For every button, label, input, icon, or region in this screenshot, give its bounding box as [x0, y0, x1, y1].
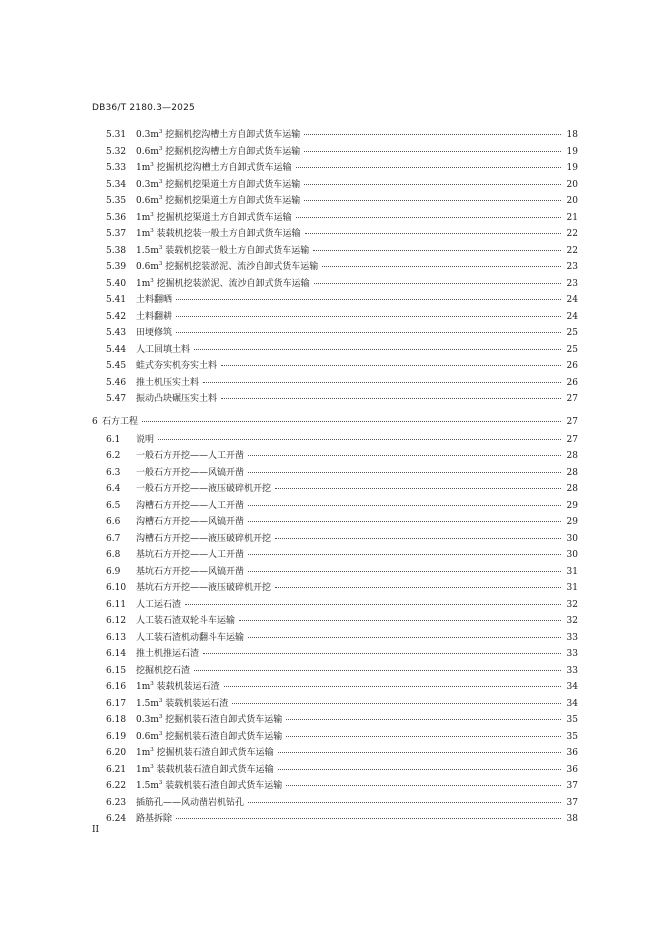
document-code-header: DB36/T 2180.3—2025 [92, 103, 195, 113]
toc-leader-dots [194, 349, 561, 350]
toc-entry-capacity: 1m [136, 682, 151, 692]
toc-entry-title [136, 177, 301, 194]
toc-entry-title [136, 144, 301, 161]
toc-entry-number: 6.13 [106, 632, 127, 643]
toc-page-number: 31 [566, 583, 578, 593]
toc-entry-title [136, 679, 221, 696]
toc-leader-dots [176, 332, 561, 333]
toc-entry-number: 6.22 [106, 781, 127, 791]
toc-entry-number: 6.6 [106, 517, 121, 527]
toc-leader-dots [286, 736, 561, 737]
toc-entry-capacity: 0.6m [136, 731, 159, 742]
toc-entry-title [136, 795, 245, 812]
toc-entry[interactable] [92, 448, 578, 465]
toc-entry-capacity: 1m [136, 229, 151, 239]
toc-chapter-number: 6 [92, 416, 98, 427]
toc-entry[interactable] [92, 325, 578, 342]
toc-page-number: 34 [566, 698, 578, 709]
toc-leader-dots [232, 703, 561, 704]
toc-entry-title [136, 325, 173, 342]
toc-page-number: 36 [566, 748, 578, 758]
toc-entry-number: 5.33 [106, 163, 127, 173]
toc-page-number: 37 [566, 781, 578, 791]
toc-entry-title [136, 498, 245, 515]
toc-entry[interactable] [92, 811, 578, 828]
toc-page-number: 19 [566, 163, 578, 173]
toc-entry-number: 5.44 [106, 344, 127, 355]
toc-entry-number: 5.39 [106, 262, 127, 272]
toc-entry-title [136, 432, 155, 449]
toc-entry[interactable] [92, 564, 578, 581]
toc-entry-superscript: 3 [158, 697, 163, 704]
toc-entry-capacity: 1m [136, 764, 151, 775]
toc-entry-text: 插筋孔——风动凿岩机钻孔 [136, 797, 245, 808]
toc-entry-number: 6.1 [106, 434, 121, 445]
toc-entry[interactable] [92, 597, 578, 614]
toc-entry[interactable] [92, 795, 578, 812]
toc-leader-dots [322, 266, 561, 267]
toc-entry-number: 6.15 [106, 665, 127, 676]
toc-entry-title [136, 663, 191, 680]
toc-entry[interactable] [92, 342, 578, 359]
toc-entry-text: 挖掘机装石渣自卸式货车运输 [162, 715, 283, 725]
toc-entry-capacity: 0.6m [136, 262, 159, 272]
toc-page-number: 25 [566, 328, 578, 338]
toc-entry[interactable] [92, 514, 578, 531]
toc-entry[interactable] [92, 498, 578, 515]
toc-leader-dots [278, 752, 561, 753]
toc-entry[interactable] [92, 210, 578, 227]
toc-page-number: 22 [566, 229, 578, 239]
toc-leader-dots [176, 818, 561, 819]
toc-entry-text: 基坑石方开挖——人工开凿 [136, 550, 245, 560]
toc-entry-title [136, 646, 200, 663]
toc-page-number: 28 [566, 467, 578, 478]
toc-entry-text: 挖掘机挖渠道土方自卸式货车运输 [162, 179, 301, 190]
toc-leader-dots [158, 439, 561, 440]
toc-leader-dots [275, 488, 561, 489]
toc-entry-superscript: 3 [150, 681, 154, 687]
toc-page-number: 20 [566, 179, 578, 190]
toc-entry-superscript: 3 [150, 763, 154, 770]
toc-entry[interactable] [92, 580, 578, 597]
toc-entry-capacity: 0.3m [136, 715, 159, 725]
toc-entry-number: 6.9 [106, 566, 121, 577]
toc-entry[interactable] [92, 630, 578, 647]
toc-page-number: 24 [566, 311, 578, 322]
toc-entry-number: 6.14 [106, 649, 127, 659]
toc-entry-title [136, 292, 173, 309]
toc-entry-number: 6.23 [106, 797, 127, 808]
toc-entry-number: 5.41 [106, 295, 127, 305]
toc-entry[interactable] [92, 160, 578, 177]
toc-entry[interactable] [92, 465, 578, 482]
toc-entry-text: 人工运石渣 [136, 599, 182, 610]
toc-entry[interactable] [92, 259, 578, 276]
toc-entry-number: 6.2 [106, 451, 121, 461]
toc-entry-text: 沟槽石方开挖——液压破碎机开挖 [136, 533, 272, 544]
toc-entry-title [136, 778, 283, 795]
toc-page-number: 33 [566, 632, 578, 643]
toc-entry-superscript: 3 [158, 145, 163, 152]
toc-entry-number: 5.36 [106, 212, 127, 223]
toc-leader-dots [313, 250, 561, 251]
toc-entry-text: 沟槽石方开挖——人工开凿 [136, 500, 245, 511]
toc-page-number: 21 [566, 212, 578, 223]
toc-leader-dots [248, 521, 561, 522]
toc-page-number: 30 [566, 550, 578, 560]
toc-leader-dots [248, 472, 561, 473]
toc-entry-title [136, 762, 275, 779]
toc-entry[interactable] [92, 729, 578, 746]
toc-entry[interactable] [92, 547, 578, 564]
toc-entry-text: 人工装石渣机动翻斗车运输 [136, 632, 245, 643]
toc-entry-title [136, 597, 182, 614]
toc-entry[interactable] [92, 226, 578, 243]
toc-entry-text: 人工回填土料 [136, 344, 191, 355]
toc-entry-title [136, 375, 200, 392]
toc-page-number: 22 [566, 245, 578, 256]
toc-entry-text: 基坑石方开挖——液压破碎机开挖 [136, 583, 272, 593]
toc-entry-number: 5.35 [106, 196, 127, 206]
toc-page-number: 23 [566, 262, 578, 272]
toc-entry-text: 振动凸块碾压实土料 [136, 394, 218, 404]
toc-entry-text: 挖掘机挖沟槽土方自卸式货车运输 [162, 130, 301, 140]
toc-entry-number: 6.3 [106, 467, 121, 478]
toc-entry-title [136, 391, 218, 408]
toc-entry-text: 一般石方开挖——液压破碎机开挖 [136, 484, 272, 494]
toc-entry-text: 挖掘机挖沟槽土方自卸式货车运输 [162, 146, 301, 157]
toc-entry[interactable] [92, 391, 578, 408]
toc-leader-dots [221, 398, 561, 399]
toc-page-number: 38 [566, 814, 578, 824]
toc-entry[interactable] [92, 481, 578, 498]
toc-leader-dots [185, 604, 561, 605]
toc-entry-superscript: 3 [150, 277, 154, 284]
toc-entry-text: 挖掘机挖装淤泥、流沙自卸式货车运输 [153, 278, 310, 289]
toc-entry-number: 6.12 [106, 616, 127, 626]
toc-entry-text: 沟槽石方开挖——风镐开凿 [136, 517, 245, 527]
toc-page-number: 26 [566, 361, 578, 371]
toc-page-number: 26 [566, 377, 578, 388]
toc-entry-superscript: 3 [158, 129, 163, 135]
page-number-footer: II [92, 825, 100, 835]
toc-entry-capacity: 1m [136, 748, 151, 758]
toc-leader-dots [278, 769, 561, 770]
toc-leader-dots [296, 217, 561, 218]
toc-leader-dots [203, 382, 561, 383]
toc-leader-dots [304, 151, 561, 152]
toc-page-number: 27 [566, 394, 578, 404]
toc-entry-superscript: 3 [150, 228, 154, 234]
toc-entry-capacity: 0.3m [136, 179, 159, 190]
toc-entry-text: 人工装石渣双轮斗车运输 [136, 616, 236, 626]
toc-entry[interactable] [92, 177, 578, 194]
toc-entry-superscript: 3 [158, 714, 163, 720]
toc-entry-title [136, 481, 272, 498]
toc-entry-title [136, 712, 283, 729]
toc-page-number: 29 [566, 517, 578, 527]
toc-entry-text: 一般石方开挖——人工开凿 [136, 451, 245, 461]
toc-entry-title [136, 630, 245, 647]
toc-entry-superscript: 3 [158, 244, 163, 251]
toc-entry-text: 装载机装石渣自卸式货车运输 [162, 781, 283, 791]
toc-entry-number: 6.7 [106, 533, 121, 544]
toc-entry-text: 装载机装运石渣 [153, 682, 220, 692]
toc-entry-number: 5.47 [106, 394, 127, 404]
toc-entry-text: 挖掘机挖渠道土方自卸式货车运输 [153, 212, 292, 223]
toc-entry-text: 挖掘机装石渣自卸式货车运输 [153, 748, 274, 758]
toc-entry-text: 装载机装运石渣 [162, 698, 229, 709]
toc-entry-title [136, 210, 293, 227]
toc-entry[interactable] [92, 663, 578, 680]
toc-leader-dots [224, 686, 561, 687]
toc-entry-title [136, 811, 173, 828]
toc-entry-title [136, 358, 218, 375]
toc-page-number: 20 [566, 196, 578, 206]
toc-entry-superscript: 3 [150, 211, 154, 218]
toc-entry-number: 6.4 [106, 484, 121, 494]
toc-leader-dots [304, 134, 561, 135]
toc-page-number: 27 [566, 416, 578, 427]
toc-page-number: 33 [566, 649, 578, 659]
toc-leader-dots [239, 620, 561, 621]
toc-page-number: 25 [566, 344, 578, 355]
toc-entry-number: 5.46 [106, 377, 127, 388]
toc-leader-dots [304, 200, 561, 201]
toc-entry-text: 说明 [136, 434, 155, 445]
toc-entry-number: 6.18 [106, 715, 127, 725]
toc-entry-title [136, 696, 229, 713]
toc-entry[interactable] [92, 292, 578, 309]
toc-entry-title [136, 160, 293, 177]
toc-page-number: 34 [566, 682, 578, 692]
toc-entry-number: 5.43 [106, 328, 127, 338]
toc-entry-number: 6.19 [106, 731, 127, 742]
toc-entry-number: 6.20 [106, 748, 127, 758]
toc-entry-title [136, 342, 191, 359]
toc-entry[interactable] [92, 193, 578, 210]
toc-page-number: 32 [566, 616, 578, 626]
toc-entry-number: 5.31 [106, 130, 127, 140]
toc-leader-dots [248, 637, 561, 638]
toc-entry-text: 挖掘机挖渠道土方自卸式货车运输 [162, 196, 301, 206]
toc-entry-superscript: 3 [158, 730, 163, 737]
toc-leader-dots [275, 587, 561, 588]
toc-leader-dots [142, 421, 561, 422]
toc-entry-number: 6.21 [106, 764, 127, 775]
toc-entry-title [136, 547, 245, 564]
toc-entry-number: 5.42 [106, 311, 127, 322]
toc-entry-number: 5.45 [106, 361, 127, 371]
toc-entry-number: 6.5 [106, 500, 121, 511]
toc-entry[interactable] [92, 243, 578, 260]
toc-entry[interactable] [92, 144, 578, 161]
toc-entry-capacity: 1.5m [136, 698, 159, 709]
toc-entry[interactable] [92, 309, 578, 326]
toc-entry-number: 5.32 [106, 146, 127, 157]
toc-entry-title [136, 448, 245, 465]
toc-entry-number: 5.40 [106, 278, 127, 289]
toc-page-number: 23 [566, 278, 578, 289]
toc-entry-text: 土料翻耕 [136, 311, 173, 322]
toc-entry-capacity: 0.6m [136, 146, 159, 157]
toc-leader-dots [203, 653, 561, 654]
toc-section-5-entries [92, 127, 578, 408]
toc-leader-dots [314, 283, 561, 284]
toc-entry-superscript: 3 [150, 747, 154, 753]
toc-entry-title [136, 226, 302, 243]
toc-entry-capacity: 1.5m [136, 245, 159, 256]
toc-leader-dots [248, 505, 561, 506]
toc-entry[interactable] [92, 762, 578, 779]
table-of-contents [92, 127, 578, 828]
toc-entry[interactable] [92, 432, 578, 449]
toc-entry-text: 推土机压实土料 [136, 377, 200, 388]
toc-page-number: 35 [566, 715, 578, 725]
toc-entry-text: 推土机推运石渣 [136, 649, 200, 659]
toc-entry[interactable] [92, 712, 578, 729]
toc-leader-dots [304, 184, 561, 185]
toc-page-number: 30 [566, 533, 578, 544]
toc-entry-title [136, 531, 272, 548]
toc-page-number: 18 [566, 130, 578, 140]
toc-entry-text: 挖掘机挖装淤泥、流沙自卸式货车运输 [162, 262, 319, 272]
toc-entry-text: 蛙式夯实机夯实土料 [136, 361, 218, 371]
toc-entry-superscript: 3 [158, 261, 163, 267]
toc-entry-title [136, 514, 245, 531]
toc-entry-title [136, 729, 283, 746]
toc-entry-text: 田埂修筑 [136, 328, 173, 338]
toc-entry-number: 6.24 [106, 814, 127, 824]
toc-leader-dots [176, 299, 561, 300]
toc-entry[interactable] [92, 613, 578, 630]
toc-entry-capacity: 1m [136, 163, 151, 173]
toc-page-number: 31 [566, 566, 578, 577]
toc-entry-number: 6.16 [106, 682, 127, 692]
toc-leader-dots [248, 571, 561, 572]
toc-entry-capacity: 1m [136, 212, 151, 223]
toc-entry-number: 5.38 [106, 245, 127, 256]
toc-entry-text: 装载机挖装一般土方自卸式货车运输 [162, 245, 310, 256]
toc-entry[interactable] [92, 696, 578, 713]
toc-page-number: 28 [566, 484, 578, 494]
toc-entry-title [136, 564, 245, 581]
toc-entry-title [136, 465, 245, 482]
toc-page-number: 32 [566, 599, 578, 610]
toc-entry-superscript: 3 [158, 178, 163, 185]
toc-entry-superscript: 3 [158, 195, 163, 201]
toc-entry[interactable] [92, 745, 578, 762]
toc-page-number: 19 [566, 146, 578, 157]
toc-leader-dots [286, 785, 561, 786]
toc-entry[interactable] [92, 127, 578, 144]
toc-entry-number: 5.34 [106, 179, 127, 190]
toc-entry-title [136, 309, 173, 326]
toc-leader-dots [176, 316, 561, 317]
toc-entry[interactable] [92, 358, 578, 375]
toc-leader-dots [194, 670, 561, 671]
toc-entry[interactable] [92, 646, 578, 663]
toc-entry-text: 土料翻晒 [136, 295, 173, 305]
toc-entry-title [136, 243, 310, 260]
toc-entry-title [136, 127, 301, 144]
toc-entry-capacity: 1m [136, 278, 151, 289]
toc-entry-text: 路基拆除 [136, 814, 173, 824]
toc-entry-text: 挖掘机挖沟槽土方自卸式货车运输 [153, 163, 292, 173]
toc-entry-number: 6.17 [106, 698, 127, 709]
toc-leader-dots [296, 167, 561, 168]
toc-entry-text: 一般石方开挖——风镐开凿 [136, 467, 245, 478]
toc-page-number: 27 [566, 434, 578, 445]
toc-entry-number: 6.11 [106, 599, 127, 610]
toc-page-number: 36 [566, 764, 578, 775]
toc-chapter-title: 石方工程 [102, 416, 139, 427]
toc-leader-dots [305, 233, 561, 234]
toc-page-number: 28 [566, 451, 578, 461]
toc-entry-title [136, 259, 319, 276]
toc-entry-capacity: 1.5m [136, 781, 159, 791]
toc-leader-dots [248, 455, 561, 456]
toc-entry-capacity: 0.6m [136, 196, 159, 206]
toc-entry-title [136, 276, 311, 293]
toc-entry-superscript: 3 [150, 162, 154, 168]
toc-entry-text: 挖掘机装石渣自卸式货车运输 [162, 731, 283, 742]
toc-entry-number: 6.8 [106, 550, 121, 560]
toc-entry[interactable] [92, 778, 578, 795]
toc-entry-superscript: 3 [158, 780, 163, 786]
toc-entry[interactable] [92, 276, 578, 293]
toc-entry-title [136, 193, 301, 210]
toc-entry[interactable] [92, 375, 578, 392]
toc-leader-dots [248, 554, 561, 555]
toc-entry-title [136, 613, 236, 630]
toc-leader-dots [275, 538, 561, 539]
toc-entry-capacity: 0.3m [136, 130, 159, 140]
toc-entry-text: 装载机挖装一般土方自卸式货车运输 [153, 229, 301, 239]
toc-leader-dots [286, 719, 561, 720]
toc-page-number: 37 [566, 797, 578, 808]
toc-section-6-entries [92, 432, 578, 828]
toc-page-number: 35 [566, 731, 578, 742]
toc-entry-text: 基坑石方开挖——风镐开凿 [136, 566, 245, 577]
toc-entry-number: 6.10 [106, 583, 127, 593]
toc-leader-dots [221, 365, 561, 366]
toc-leader-dots [248, 802, 561, 803]
toc-entry[interactable] [92, 679, 578, 696]
toc-entry[interactable] [92, 531, 578, 548]
toc-chapter-6-entry[interactable] [92, 414, 578, 432]
toc-entry-text: 挖掘机挖石渣 [136, 665, 191, 676]
toc-page-number: 33 [566, 665, 578, 676]
toc-entry-title [136, 580, 272, 597]
toc-entry-text: 装载机装石渣自卸式货车运输 [153, 764, 274, 775]
toc-page-number: 29 [566, 500, 578, 511]
toc-page-number: 24 [566, 295, 578, 305]
toc-entry-number: 5.37 [106, 229, 127, 239]
toc-entry-title [136, 745, 275, 762]
